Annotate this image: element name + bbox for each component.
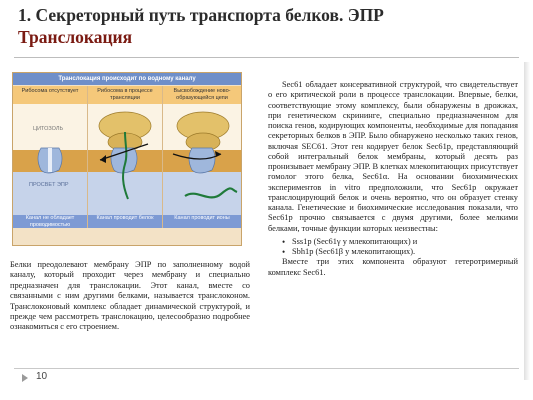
right-paragraph-1: Sec61 обладает консервативной структурой, что свидетельствует о его критической роли в процессе транслокации. Впервые, белки, соответствующие этому комплексу, были обнаружены в дрожжах, при генетическом скрининге, специально предназначенном для поиска генов, кодирующих компоненты, необходимые для попадания секреторных белков в ЭПР. Было обнаружено несколько таких генов, включая SEC61. Этот ген кодирует белок Sec61p, представляющий собой интегральный белок мембраны, который десять раз пронизывает мембрану ЭПР. В клетках млекопитающих присутствует гомолог этого белка, Sec61α. На основании биохимических экспериментов in vitro предположили, что Sec61p окружает транслоцирующий белок и очень вероятно, что он образует стенку канала. Генетические и биохимические исследования показали, что Sec61p прочно связывается с двумя другими, более мелкими белками, точные функции которых неизвестны: [268, 80, 518, 233]
figure-panel-3 [163, 86, 241, 228]
figure-header: Транслокация происходит по водному каналу [13, 73, 241, 85]
subunit-list [282, 237, 518, 258]
figure-panel-1 [13, 86, 88, 228]
panel-3-illustration [163, 104, 241, 215]
right-paragraph-2: Вместе три этих компонента образуют гетеротримерный комплекс Sec61. [268, 257, 518, 277]
panel-3-caption: Канал проводит ионы [163, 215, 241, 228]
title-line-2: Транслокация [18, 27, 133, 47]
page-edge-shadow [524, 62, 530, 380]
slide-title [18, 4, 523, 48]
panel-2-caption: Канал проводит белок [88, 215, 162, 228]
page-number: 10 [36, 371, 48, 382]
panel-3-heading: Высвобождение ново-образующейся цепи [163, 86, 241, 104]
list-item: • Sbh1p (Sec61β у млекопитающих). [282, 247, 518, 257]
figure-panel-2 [88, 86, 163, 228]
panel-2-heading: Рибосома в процессе трансляции [88, 86, 162, 104]
translocation-figure [12, 72, 242, 246]
panel-1-caption: Канал не обладает проводимостью [13, 215, 87, 228]
title-line-1: 1. Секреторный путь транспорта белков. ЭПР [18, 5, 384, 25]
panel-1-illustration [13, 104, 87, 215]
right-column [268, 80, 518, 278]
title-divider [14, 57, 519, 58]
footer-arrow-icon [22, 374, 28, 382]
panel-1-heading: Рибосома отсутствует [13, 86, 87, 104]
cytosol-label: ЦИТОЗОЛЬ [33, 126, 64, 132]
er-lumen-label: ПРОСВЕТ ЭПР [29, 182, 69, 188]
list-item: • Sss1p (Sec61γ у млекопитающих) и [282, 237, 518, 247]
footer-divider [14, 368, 519, 369]
panel-2-illustration [88, 104, 162, 215]
left-paragraph: Белки преодолевают мембрану ЭПР по заполненному водой каналу, который проходит через мембрану и специально предназначен для транслокации. Этот канал, вместе со связанными с ним другими белками, называется транслоконом. Транслоконовый комплекс обладает динамической структурой, и прежде чем рассмотреть транслокацию, целесообразно подробнее ознакомиться с его строением. [10, 260, 250, 332]
